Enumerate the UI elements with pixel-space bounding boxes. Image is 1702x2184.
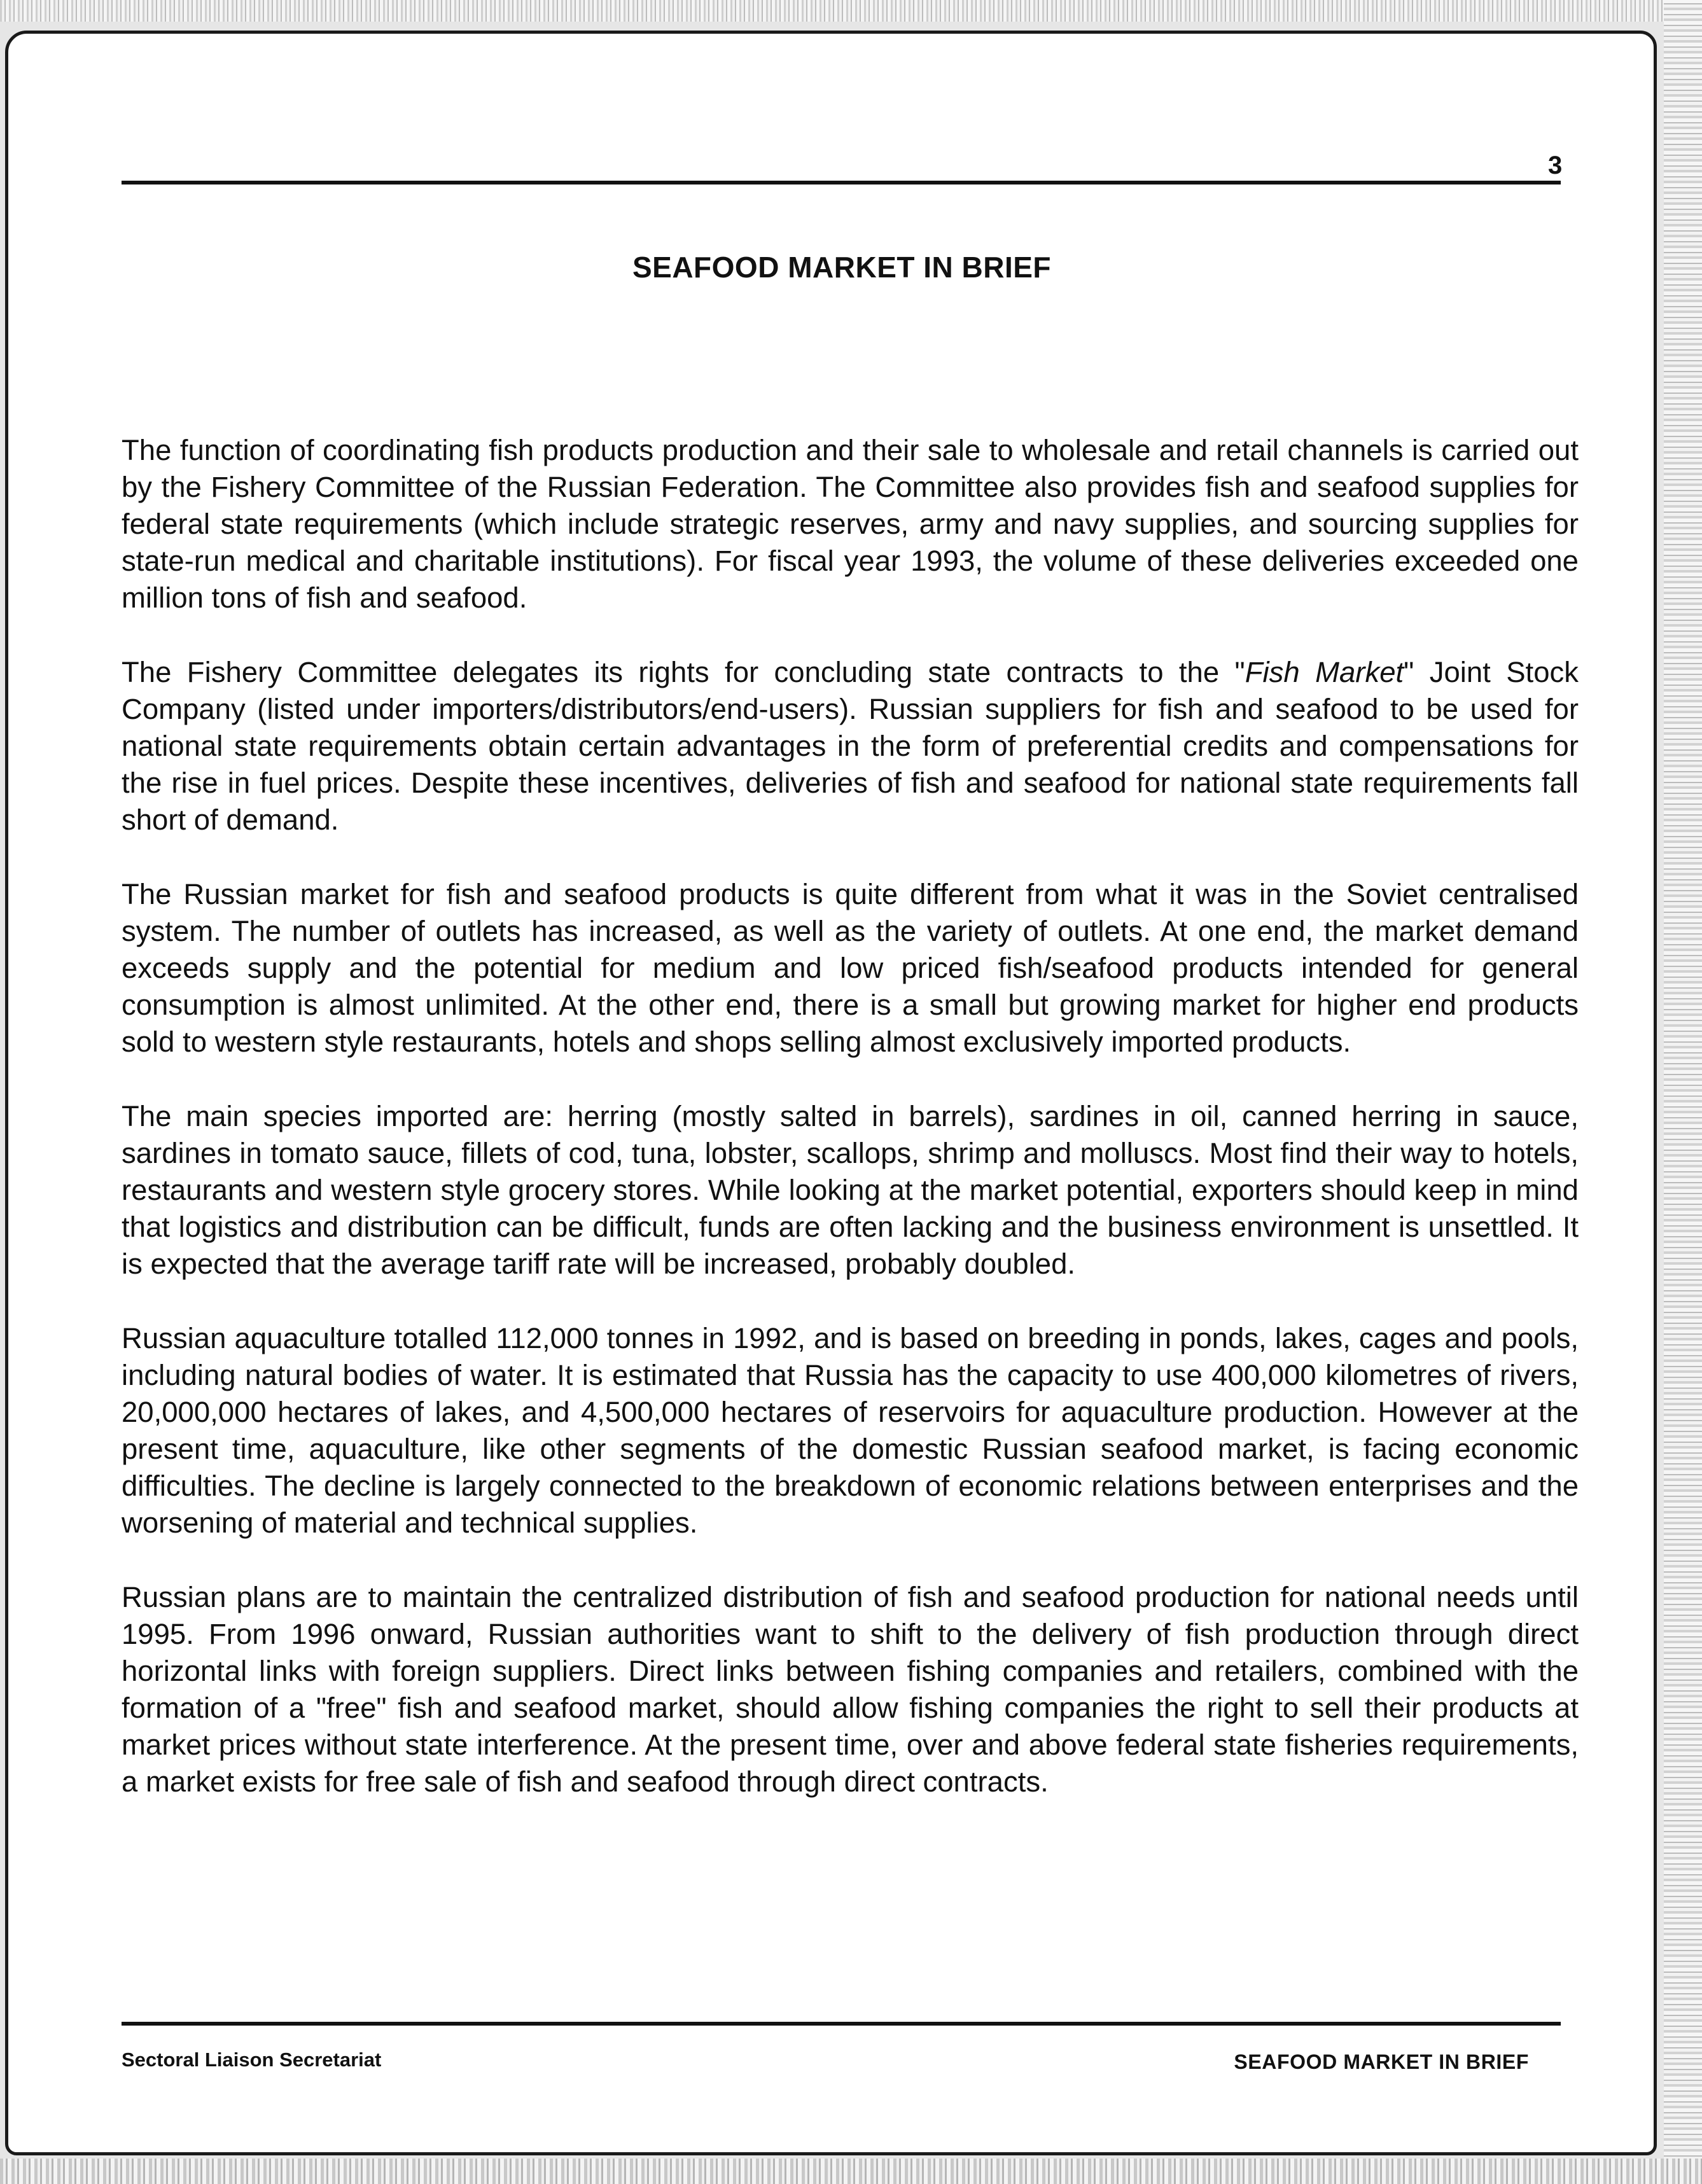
paragraph-6: [122, 1579, 1579, 1800]
paragraph-5-text: Russian aquaculture totalled 112,000 tonnes in 1992, and is based on breeding in ponds, lakes, cages and pools, including natural bodies of water. It is estimated that Russia has the capacity to use 400,000 kilometres of rivers, 20,000,000 hectares of lakes, and 4,500,000 hectares of reservoirs for aquaculture production. However at the present time, aquaculture, like other segments of the domestic Russian seafood market, is facing economic difficulties. The decline is largely connected to the breakdown of economic relations between enterprises and the worsening of material and technical supplies.: [122, 1322, 1579, 1539]
paragraph-5: [122, 1320, 1579, 1541]
paragraph-1: [122, 432, 1579, 616]
paragraph-3-text: The Russian market for fish and seafood products is quite different from what it was in the Soviet centralised system. The number of outlets has increased, as well as the variety of outlets. At one end, the market demand exceeds supply and the potential for medium and low priced fish/seafood products intended for general consumption is almost unlimited. At the other end, there is a small but growing market for higher end products sold to western style restaurants, hotels and shops selling almost exclusively imported products.: [122, 878, 1579, 1058]
paragraph-2-text-start: The Fishery Committee delegates its rights for concluding state contracts to the ": [122, 656, 1245, 688]
scan-noise-right: [1664, 0, 1702, 2184]
header-rule: [122, 181, 1561, 184]
paragraph-1-text: The function of coordinating fish products production and their sale to wholesale and retail channels is carried out by the Fishery Committee of the Russian Federation. The Committee also provides fish and seafood supplies for federal state requirements (which include strategic reserves, army and navy supplies, and sourcing supplies for state-run medical and charitable institutions). For fiscal year 1993, the volume of these deliveries exceeded one million tons of fish and seafood.: [122, 434, 1579, 614]
footer-title: SEAFOOD MARKET IN BRIEF: [1234, 2050, 1529, 2073]
paragraph-2-text-end: " Joint Stock Company (listed under importers/distributors/end-users). Russian suppliers for fish and seafood to be used for national state requirements obtain certain advantages in the form of preferential credits and compensations for the rise in fuel prices. Despite these incentives, deliveries of fish and seafood for national state requirements fall short of demand.: [122, 656, 1579, 836]
page-number: 3: [1548, 151, 1563, 179]
body-text: [122, 432, 1579, 1838]
page-title: SEAFOOD MARKET IN BRIEF: [632, 251, 1052, 284]
paragraph-6-text: Russian plans are to maintain the centralized distribution of fish and seafood production for national needs until 1995. From 1996 onward, Russian authorities want to shift to the delivery of fish production through direct horizontal links with foreign suppliers. Direct links between fishing companies and retailers, combined with the formation of a "free" fish and seafood market, should allow fishing companies the right to sell their products at market prices without state interference. At the present time, over and above federal state fisheries requirements, a market exists for free sale of fish and seafood through direct contracts.: [122, 1581, 1579, 1798]
paragraph-4: [122, 1098, 1579, 1283]
fish-market-company-name: Fish Market: [1245, 656, 1404, 688]
document-page: [5, 31, 1657, 2155]
scan-noise-bottom: [0, 2159, 1702, 2184]
paragraph-4-text: The main species imported are: herring (mostly salted in barrels), sardines in oil, canned herring in sauce, sardines in tomato sauce, fillets of cod, tuna, lobster, scallops, shrimp and molluscs. Most find their way to hotels, restaurants and western style grocery stores. While looking at the market potential, exporters should keep in mind that logistics and distribution can be difficult, funds are often lacking and the business environment is unsettled. It is expected that the average tariff rate will be increased, probably doubled.: [122, 1100, 1579, 1280]
scan-noise-top: [0, 0, 1702, 22]
footer-rule: [122, 2022, 1561, 2026]
footer-organization: Sectoral Liaison Secretariat: [122, 2048, 382, 2071]
paragraph-3: [122, 876, 1579, 1061]
paragraph-2: [122, 654, 1579, 838]
